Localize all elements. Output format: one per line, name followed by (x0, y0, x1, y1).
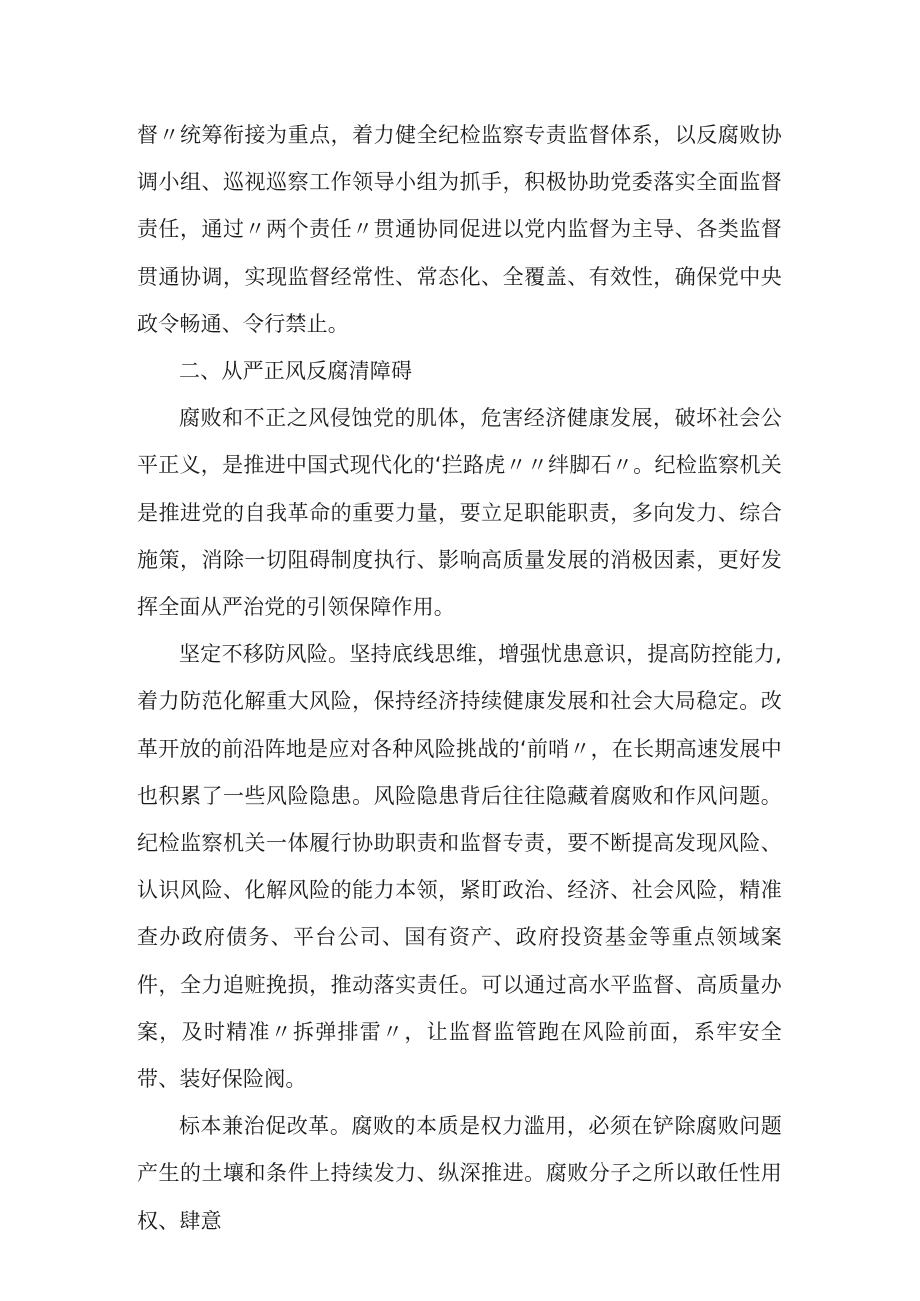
section-heading: 二、从严正风反腐清障碍 (179, 359, 413, 384)
paragraph: 标本兼治促改革。腐败的本质是权力滥用，必须在铲除腐败问题产生的土壤和条件上持续发力、纵深推进。腐败分子之所以敢任性用权、肆意 (137, 1114, 782, 1233)
paragraph-continuation: 督〃统筹衔接为重点，着力健全纪检监察专责监督体系，以反腐败协调小组、巡视巡察工作领导小组为抓手，积极协助党委落实全面监督责任，通过〃两个责任〃贯通协同促进以党内监督为主导、各类监督贯通协调，实现监督经常性、常态化、全覆盖、有效性，确保党中央政令畅通、令行禁止。 (137, 123, 782, 336)
paragraph: 腐败和不正之风侵蚀党的肌体，危害经济健康发展，破坏社会公平正义，是推进中国式现代化的‘拦路虎〃〃绊脚石〃。纪检监察机关是推进党的自我革命的重要力量，要立足职能职责，多向发力、综合施策，消除一切阻碍制度执行、影响高质量发展的消极因素，更好发挥全面从严治党的引领保障作用。 (137, 406, 782, 620)
paragraph: 坚定不移防风险。坚持底线思维，增强忧患意识，提高防控能力,着力防范化解重大风险，保持经济持续健康发展和社会大局稳定。改革开放的前沿阵地是应对各种风险挑战的‘前哨〃，在长期高速发展中也积累了一些风险隐患。风险隐患背后往往隐藏着腐败和作风问题。纪检监察机关一体履行协助职责和监督专责，要不断提高发现风险、认识风险、化解风险的能力本领，紧盯政治、经济、社会风险，精准查办政府债务、平台公司、国有资产、政府投资基金等重点领域案件，全力追赃挽损，推动落实责任。可以通过高水平监督、高质量办案，及时精准〃拆弹排雷〃，让监督监管跑在风险前面，系牢安全带、装好保险阀。 (137, 642, 782, 1092)
document-body (137, 112, 782, 1245)
